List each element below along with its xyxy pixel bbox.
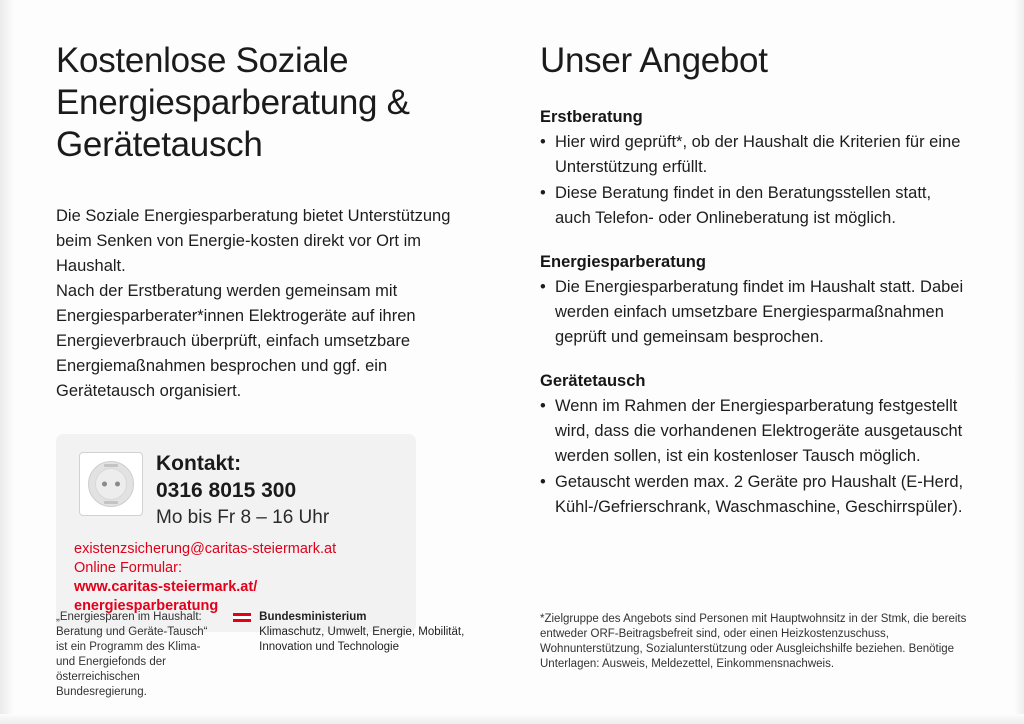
socket-clip-top bbox=[104, 464, 118, 467]
online-form-url-line2[interactable]: energiesparberatung bbox=[74, 598, 219, 614]
offer-title: Unser Angebot bbox=[540, 41, 768, 80]
list-item: • Hier wird geprüft*, ob der Haushalt die Kriterien für eine Unterstützung erfüllt. bbox=[540, 130, 970, 180]
socket-inner bbox=[95, 468, 127, 500]
ministry-departments: Klimaschutz, Umwelt, Energie, Mobilität, Innovation und Technologie bbox=[259, 626, 465, 653]
section-heading: Gerätetausch bbox=[540, 372, 646, 390]
power-socket-icon bbox=[79, 452, 143, 516]
section-list bbox=[540, 275, 970, 350]
ministry-text bbox=[259, 610, 496, 655]
right-column bbox=[540, 40, 970, 521]
programme-note: „Energiesparen im Haushalt: Beratung und Geräte-Tausch“ ist ein Programm des Klima- und Energiefonds der österreichischen Bundesregierung. bbox=[56, 611, 208, 698]
list-item: • Getauscht werden max. 2 Geräte pro Haushalt (E-Herd, Kühl-/Gefrierschrank, Waschmaschine, Geschirrspüler). bbox=[540, 470, 970, 520]
contact-card bbox=[56, 434, 416, 632]
contact-card-top bbox=[72, 448, 400, 531]
intro-text bbox=[56, 204, 461, 404]
list-item: • Wenn im Rahmen der Energiesparberatung festgestellt wird, dass die vorhandenen Elektrogeräte ausgetauscht werden sollen, ist ein kostenloser Tausch möglich. bbox=[540, 394, 970, 469]
austria-flag-icon bbox=[233, 613, 251, 622]
online-form-url-line1[interactable]: www.caritas-steiermark.at/ bbox=[74, 579, 258, 595]
page-title: Kostenlose Soziale Energiesparberatung & Gerätetausch bbox=[56, 41, 410, 164]
scan-edge-left bbox=[0, 0, 14, 724]
socket-hole-left bbox=[102, 482, 107, 487]
list-item: • Die Energiesparberatung findet im Haushalt statt. Dabei werden einfach umsetzbare Energiesparmaßnahmen geprüft und gemeinsam besprochen. bbox=[540, 275, 970, 350]
intro-paragraph-1: Die Soziale Energiesparberatung bietet Unterstützung beim Senken von Energie-kosten direkt vor Ort im Haushalt. bbox=[56, 207, 451, 275]
section-geraetetausch bbox=[540, 372, 970, 520]
section-heading: Erstberatung bbox=[540, 108, 643, 126]
section-heading: Energiesparberatung bbox=[540, 253, 706, 271]
section-list bbox=[540, 394, 970, 520]
socket-clip-bottom bbox=[104, 501, 118, 504]
online-form-label: Online Formular: bbox=[74, 560, 182, 576]
contact-hours: Mo bis Fr 8 – 16 Uhr bbox=[156, 507, 330, 528]
list-item: • Diese Beratung findet in den Beratungsstellen statt, auch Telefon- oder Onlineberatung ist möglich. bbox=[540, 181, 970, 231]
target-group-footnote: *Zielgruppe des Angebots sind Personen mit Hauptwohnsitz in der Stmk, die bereits entweder ORF-Beitragsbefreit sind, oder einen Heizkostenzuschuss, Wohnunterstützung, Sozialunterstützung oder Ausgleichshilfe beziehen. Benötige Unterlagen: Ausweis, Meldezettel, Einkommensnachweis. bbox=[540, 613, 967, 670]
contact-details bbox=[150, 448, 329, 531]
ministry-logo bbox=[233, 610, 496, 700]
contact-label: Kontakt: bbox=[156, 452, 242, 475]
socket-icon-wrapper bbox=[72, 448, 150, 516]
contact-links bbox=[72, 540, 400, 616]
section-erstberatung bbox=[540, 108, 970, 231]
contact-email-link[interactable]: existenzsicherung@caritas-steiermark.at bbox=[74, 541, 337, 557]
ministry-name: Bundesministerium bbox=[259, 611, 367, 623]
scan-edge-bottom bbox=[0, 714, 1024, 724]
contact-phone[interactable]: 0316 8015 300 bbox=[156, 479, 297, 502]
left-column bbox=[56, 40, 461, 632]
socket-hole-right bbox=[115, 482, 120, 487]
intro-paragraph-2: Nach der Erstberatung werden gemeinsam mit Energiesparberater*innen Elektrogeräte auf ihren Energieverbrauch überprüft, einfach umsetzbare Energiemaßnahmen besprochen und ggf. ein Gerätetausch organisiert. bbox=[56, 282, 416, 400]
section-energiesparberatung bbox=[540, 253, 970, 350]
flag-bar-red-bottom bbox=[233, 619, 251, 622]
section-list bbox=[540, 130, 970, 231]
left-footer bbox=[56, 610, 496, 700]
scan-edge-right bbox=[1014, 0, 1024, 724]
